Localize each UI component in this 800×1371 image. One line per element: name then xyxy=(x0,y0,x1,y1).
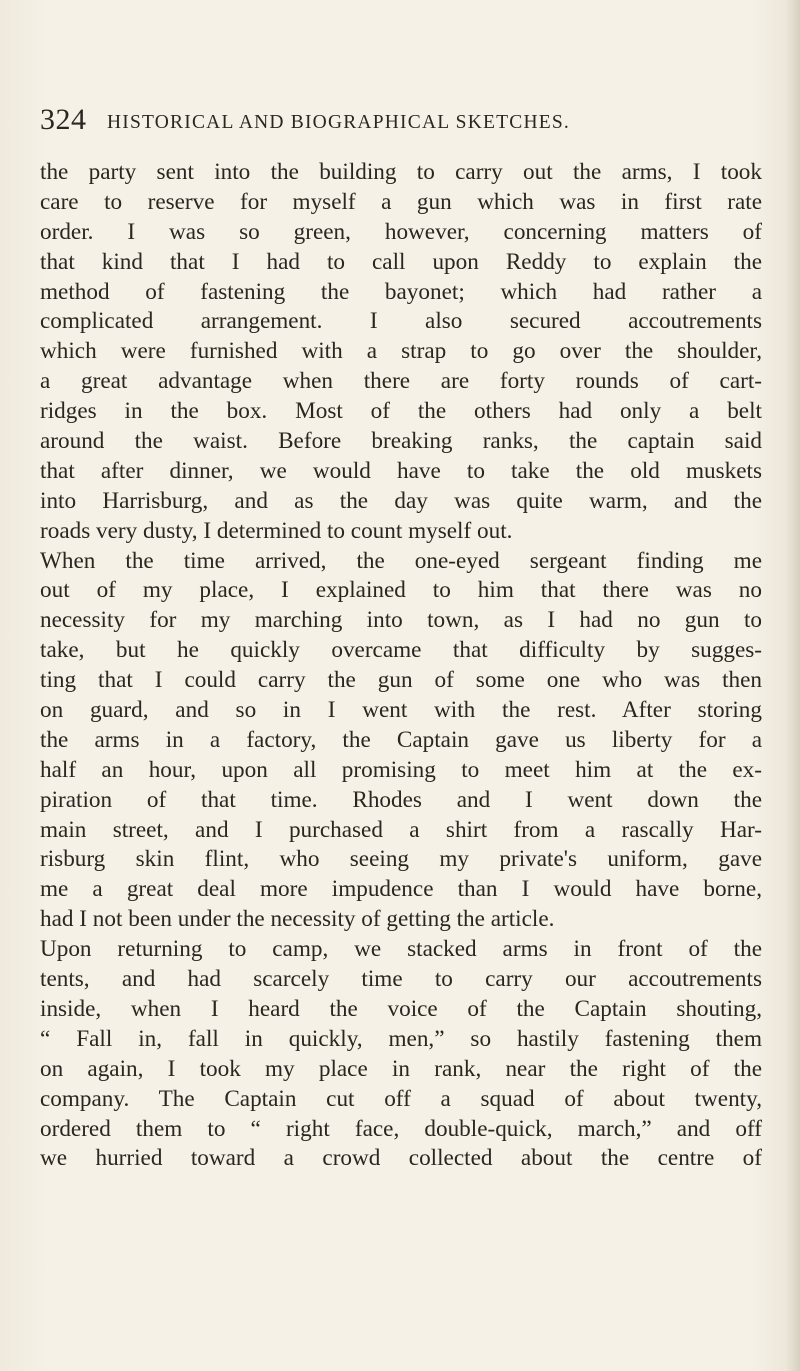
page-number: 324 xyxy=(40,103,87,136)
text-line: ridges in the box. Most of the others had only a belt xyxy=(40,398,762,425)
running-head: HISTORICAL AND BIOGRAPHICAL SKETCHES. xyxy=(107,112,570,133)
page-edge-shadow xyxy=(786,0,800,1371)
text-line: ting that I could carry the gun of some one who was then xyxy=(40,667,762,694)
text-line: Upon returning to camp, we stacked arms in front of the xyxy=(40,936,762,963)
text-line: order. I was so green, however, concerning matters of xyxy=(40,218,762,245)
body-text xyxy=(40,158,762,1174)
text-line: the party sent into the building to carry out the arms, I took xyxy=(40,159,762,185)
text-line: take, but he quickly overcame that difficulty by sugges- xyxy=(40,637,762,664)
text-line: had I not been under the necessity of getting the article. xyxy=(40,906,555,933)
text-line: that after dinner, we would have to take the old muskets xyxy=(40,457,762,484)
text-line: on guard, and so in I went with the rest. After storing xyxy=(40,697,762,724)
text-line: tents, and had scarcely time to carry our accoutrements xyxy=(40,966,762,993)
text-line: “ Fall in, fall in quickly, men,” so hastily fastening them xyxy=(40,1025,762,1052)
text-line: we hurried toward a crowd collected about the centre of xyxy=(40,1145,762,1172)
text-line: that kind that I had to call upon Reddy to explain the xyxy=(40,248,762,275)
text-line: care to reserve for myself a gun which was in first rate xyxy=(40,188,762,215)
text-line: complicated arrangement. I also secured accoutrements xyxy=(40,308,762,335)
text-line: inside, when I heard the voice of the Captain shouting, xyxy=(40,995,762,1022)
text-line: on again, I took my place in rank, near the right of the xyxy=(40,1055,762,1082)
text-line: me a great deal more impudence than I would have borne, xyxy=(40,876,762,903)
text-line: a great advantage when there are forty rounds of cart- xyxy=(40,368,762,395)
text-line: main street, and I purchased a shirt from a rascally Har- xyxy=(40,816,762,843)
text-line: company. The Captain cut off a squad of about twenty, xyxy=(40,1085,762,1112)
text-line: ordered them to “ right face, double-quick, march,” and off xyxy=(40,1115,762,1142)
text-line: the arms in a factory, the Captain gave us liberty for a xyxy=(40,726,762,753)
text-line: which were furnished with a strap to go over the shoulder, xyxy=(40,338,762,365)
text-line: around the waist. Before breaking ranks, the captain said xyxy=(40,428,762,455)
text-line: half an hour, upon all promising to meet him at the ex- xyxy=(40,756,762,783)
text-line: method of fastening the bayonet; which had rather a xyxy=(40,278,762,305)
text-line: risburg skin flint, who seeing my private's uniform, gave xyxy=(40,846,762,873)
text-line: necessity for my marching into town, as I had no gun to xyxy=(40,607,762,634)
text-line: piration of that time. Rhodes and I went down the xyxy=(40,786,762,813)
text-line: roads very dusty, I determined to count myself out. xyxy=(40,517,513,544)
page-header xyxy=(40,100,760,140)
text-line: out of my place, I explained to him that there was no xyxy=(40,577,762,604)
text-line: When the time arrived, the one-eyed sergeant finding me xyxy=(40,547,762,574)
text-line: into Harrisburg, and as the day was quite warm, and the xyxy=(40,487,762,514)
